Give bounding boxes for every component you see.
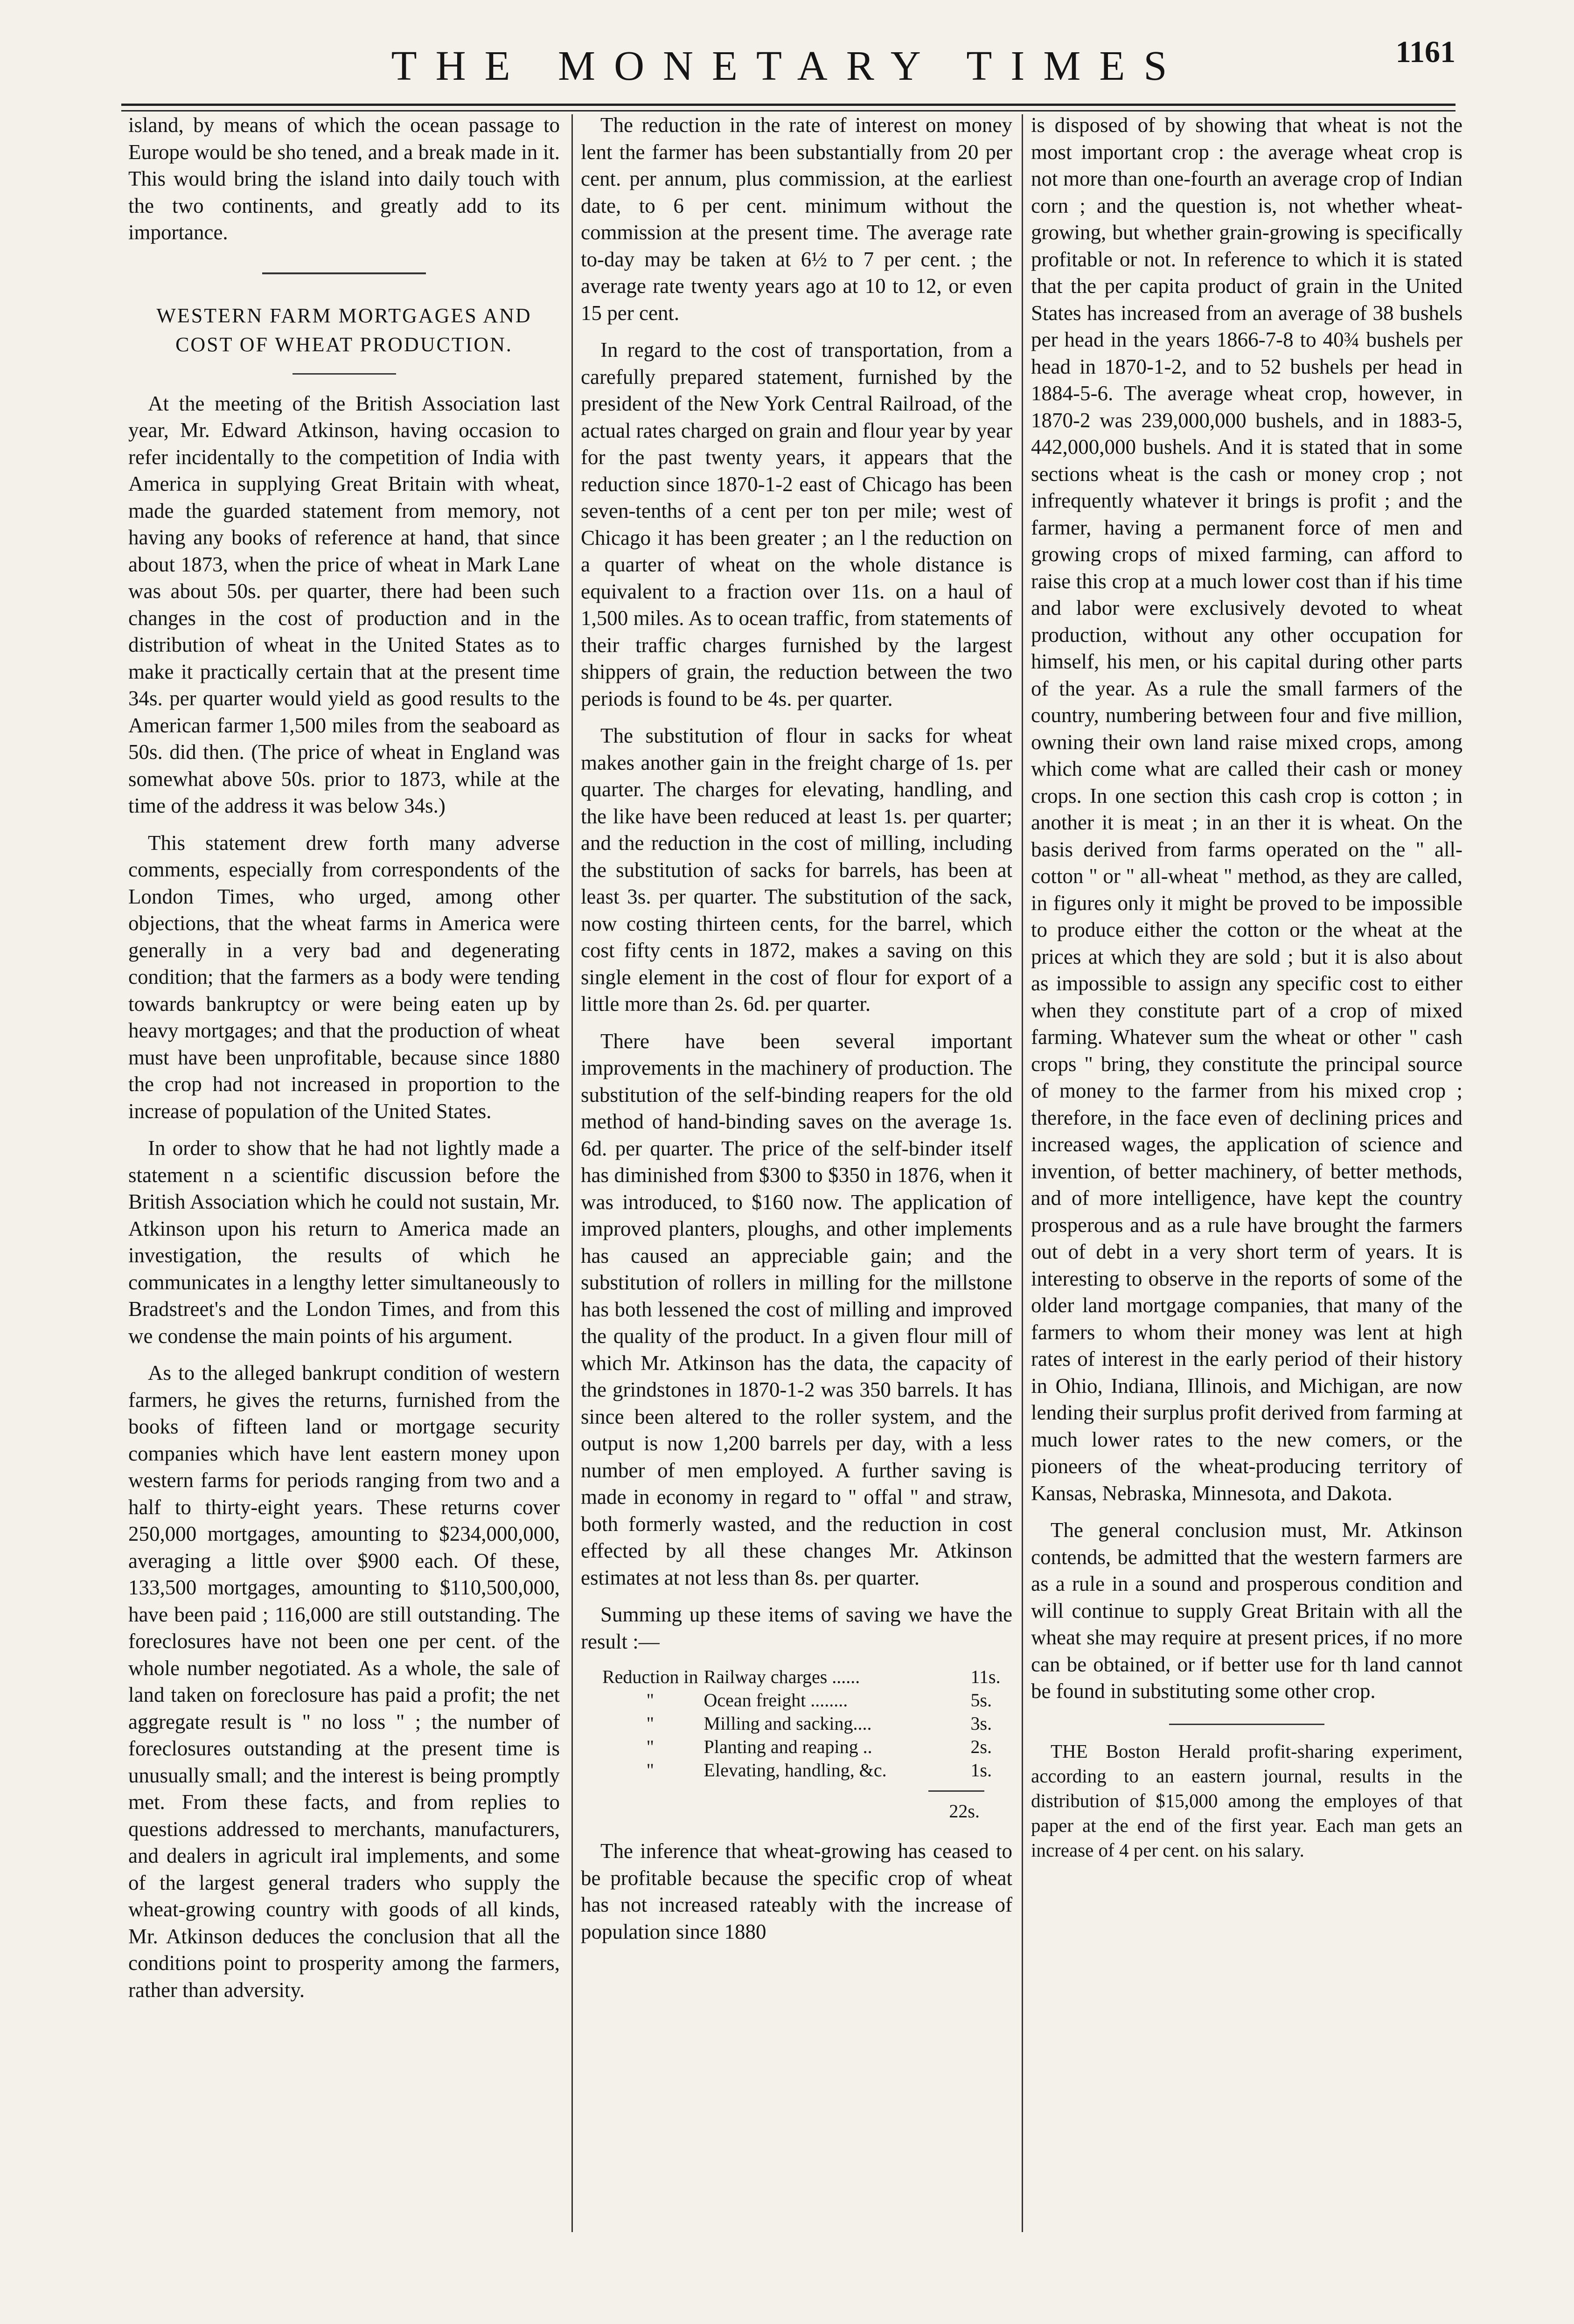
table-cell: 3s. — [970, 1713, 992, 1734]
table-cell: Planting and reaping .. — [703, 1736, 872, 1757]
table-row — [599, 1712, 1003, 1735]
heading-rule — [293, 373, 396, 375]
paragraph: The reduction in the rate of interest on money lent the farmer has been substantially from 20 per cent. per annum, plus commission, at the earliest date, to 6 per cent. minimum without the commission at the present time. The average rate to-day may be taken at 6½ to 7 per cent. ; the average rate twenty years ago at 10 to 12, or even 15 per cent. — [581, 113, 1012, 325]
paragraph-continued: is disposed of by showing that wheat is not the most important crop : the average wheat crop is not more than one-fourth an average crop of Indian corn ; and the question is, not whether wheat-growing, but whether grain-growing is specifically profitable or not. In reference to which it is stated that the per capita product of grain in the United States has increased from an average of 38 bushels per head in the years 1866-7-8 to 40¾ bushels per head in 1870-1-2, and to 52 bushels per head in 1884-5-6. The average wheat crop, however, in 1870-2 was 239,000,000 bushels, and in 1883-5, 442,000,000 bushels. And it is stated that in some sections wheat is the cash or money crop ; not infrequently whatever it brings is profit ; and the farmer, having a permanent force of men and growing crops of mixed farming, can afford to raise this crop at a much lower cost than if his time and labor were exclusively devoted to wheat production, without any other occupation for himself, his men, or his capital during other parts of the year. As a rule the small farmers of the country, numbering between four and five million, owning their own land raise mixed crops, among which come what are called their cash or money crops. In one section this cash crop is cotton ; in another it is meat ; in an ther it is wheat. On the basis derived from farms operated on the " all-cotton " or " all-wheat " method, as they are called, in figures only it might be proved to be impossible to produce either the cotton or the wheat at the prices at which they are sold ; but it is also about as impossible to assign any specific cost to either when they constitute part of a crop of mixed farming. Whatever sum the wheat or other " cash crops " bring, they constitute the principal source of money to the farmer from his mixed crop ; therefore, in the face even of declining prices and increased wages, the application of science and invention, of better machinery, of better methods, and of more intelligence, have kept the country prosperous and as a rule have brought the farmers out of debt in a very short term of years. It is interesting to observe in the reports of some of the older land mortgage companies, that many of the farmers to whom their money was lent at high rates of interest in the early period of their history in Ohio, Indiana, Illinois, and Michigan, are now lending their surplus profit derived from farming at much lower rates to the new comers, or the pioneers of the wheat-producing territory of Kansas, Nebraska, Minnesota, and Dakota. — [1031, 113, 1463, 1505]
paragraph: The substitution of flour in sacks for wheat makes another gain in the freight charge of 1s. per quarter. The charges for elevating, handling, and the like have been reduced at least 1s. per quarter; and the reduction in the cost of milling, including the substitution of sacks for barrels, has been at least 3s. per quarter. The substitution of the sack, now costing thirteen cents, for the barrel, which cost fifty cents in 1872, makes a saving on this single element in the cost of flour for export of a little more than 2s. 6d. per quarter. — [581, 724, 1012, 1016]
paragraph: There have been several important improvements in the machinery of production. The substitution of the self-binding reapers for the old method of hand-binding saves on the average 1s. 6d. per quarter. The price of the self-binder itself has diminished from $300 to $350 in 1876, when it was introduced, to $160 now. The application of improved planters, ploughs, and other implements has caused an appreciable gain; and the substitution of rollers in milling for the millstone has both lessened the cost of milling and improved the quality of the product. In a given flour mill of which Mr. Atkinson has the data, the capacity of the grindstones in 1870-1-2 was 350 barrels. It has since been altered to the roller system, and the output is now 1,200 barrels per day, with a less number of men employed. A further saving is made in economy in regard to " offal " and straw, both formerly wasted, and the reduction in cost effected by all these changes Mr. Atkinson estimates at not less than 8s. per quarter. — [581, 1029, 1012, 1589]
table-row — [599, 1735, 1003, 1759]
paragraph-continued: island, by means of which the ocean passage to Europe would be sho tened, and a break made in it. This would bring the island into daily touch with the two continents, and greatly add to its importance. — [128, 113, 560, 244]
page-number: 1161 — [1395, 35, 1456, 69]
column-left — [128, 112, 560, 2239]
news-item: THE Boston Herald profit-sharing experiment, according to an eastern journal, results in the distribution of $15,000 among the employes of that paper at the end of the first year. Each man gets an increase of 4 per cent. on his salary. — [1031, 1740, 1463, 1861]
masthead-rule — [121, 104, 1456, 106]
column-divider — [571, 114, 573, 2232]
table-cell: " — [646, 1736, 654, 1757]
paragraph: As to the alleged bankrupt condition of western farmers, he gives the returns, furnished from the books of fifteen land or mortgage security companies which have lent eastern money upon western farms for periods ranging from two and a half to thirty-eight years. These returns cover 250,000 mortgages, amounting to $234,000,000, averaging a little over $900 each. Of these, 133,500 mortgages, amounting to $110,500,000, have been paid ; 116,000 are still outstanding. The foreclosures have not been one per cent. of the whole number negotiated. As a whole, the sale of land taken on foreclosure has paid a profit; the net aggregate result is " no loss " ; the number of foreclosures outstanding at the present time is unusually small; and the interest is being promptly met. From these facts, and from replies to questions addressed to merchants, manufacturers, and dealers in agricult iral implements, and some of the largest general traders who supply the wheat-growing country with goods of all kinds, Mr. Atkinson deduces the conclusion that all the conditions point to prosperity among the farmers, rather than adversity. — [128, 1361, 560, 2002]
column-right — [1031, 112, 1463, 2239]
table-cell: " — [646, 1690, 654, 1711]
table-cell: 2s. — [970, 1736, 992, 1757]
column-divider — [1022, 114, 1023, 2232]
table-cell: Elevating, handling, &c. — [703, 1760, 887, 1781]
section-rule — [262, 272, 426, 274]
article-heading: WESTERN FARM MORTGAGES AND COST OF WHEAT PRODUCTION. — [156, 304, 532, 356]
masthead — [121, 19, 1456, 107]
savings-total: 22s. — [949, 1801, 980, 1822]
paragraph: At the meeting of the British Association last year, Mr. Edward Atkinson, having occasion to refer incidentally to the competition of India with America in supplying Great Britain with wheat, made the guarded statement from memory, not having any books of reference at hand, that since about 1873, when the price of wheat in Mark Lane was about 50s. per quarter, there had been such changes in the cost of production and in the distribution of wheat in the United States as to make it practically certain that at the present time 34s. per quarter would yield as good results to the American farmer 1,500 miles from the seaboard as 50s. did then. (The price of wheat in England was somewhat above 50s. prior to 1873, while at the time of the address it was below 34s.) — [128, 391, 560, 817]
table-cell: " — [646, 1713, 654, 1734]
total-rule — [928, 1790, 984, 1792]
paragraph: Summing up these items of saving we have the result :— — [581, 1603, 1012, 1653]
table-cell: 5s. — [970, 1690, 992, 1711]
paragraph: The general conclusion must, Mr. Atkinson contends, be admitted that the western farmers are as a rule in a sound and prosperous condition and will continue to supply Great Britain with all the wheat she may require at present prices, if no more can be obtained, or if better use for th land cannot be found in substituting some other crop. — [1031, 1518, 1463, 1703]
table-cell: Railway charges ...... — [703, 1666, 860, 1687]
paragraph: In order to show that he had not lightly made a statement n a scientific discussion before the British Association which he could not sustain, Mr. Atkinson upon his return to America made an investigation, the results of which he communicates in a lengthy letter simultaneously to Bradstreet's and the London Times, and from this we condense the main points of his argument. — [128, 1136, 560, 1348]
column-middle — [581, 112, 1012, 2239]
table-cell: 11s. — [970, 1666, 1001, 1687]
table-row — [599, 1759, 1003, 1782]
table-row — [599, 1689, 1003, 1712]
savings-table — [599, 1665, 1003, 1782]
paragraph: The inference that wheat-growing has ceased to be profitable because the specific crop of wheat has not increased rateably with the increase of population since 1880 — [581, 1839, 1012, 1943]
table-cell: " — [646, 1760, 654, 1781]
table-row — [599, 1665, 1003, 1689]
table-cell: Milling and sacking.... — [703, 1713, 872, 1734]
table-cell: Ocean freight ........ — [703, 1690, 848, 1711]
journal-title: THE MONETARY TIMES — [391, 43, 1186, 89]
table-cell: Reduction in — [602, 1666, 698, 1687]
paragraph: This statement drew forth many adverse comments, especially from correspondents of the London Times, who urged, among other objections, that the wheat farms in America were generally in a very bad and degenerating condition; that the farmers as a body were tending towards bankruptcy or were being eaten up by heavy mortgages; and that the production of wheat must have been unprofitable, because since 1880 the crop had not increased in proportion to the increase of population of the United States. — [128, 831, 560, 1123]
section-rule — [1169, 1724, 1324, 1725]
paragraph: In regard to the cost of transportation, from a carefully prepared statement, furnished by the president of the New York Central Railroad, of the actual rates charged on grain and flour year by year for the past twenty years, it appears that the reduction since 1870-1-2 east of Chicago has been seven-tenths of a cent per ton per mile; west of Chicago it has been greater ; an l the reduction on a quarter of wheat on the whole distance is equivalent to a fraction over 11s. on a haul of 1,500 miles. As to ocean traffic, from statements of their traffic charges furnished by the largest shippers of grain, the reduction between the two periods is found to be 4s. per quarter. — [581, 338, 1012, 710]
table-cell: 1s. — [970, 1760, 992, 1781]
masthead-rule-thin — [121, 110, 1456, 111]
